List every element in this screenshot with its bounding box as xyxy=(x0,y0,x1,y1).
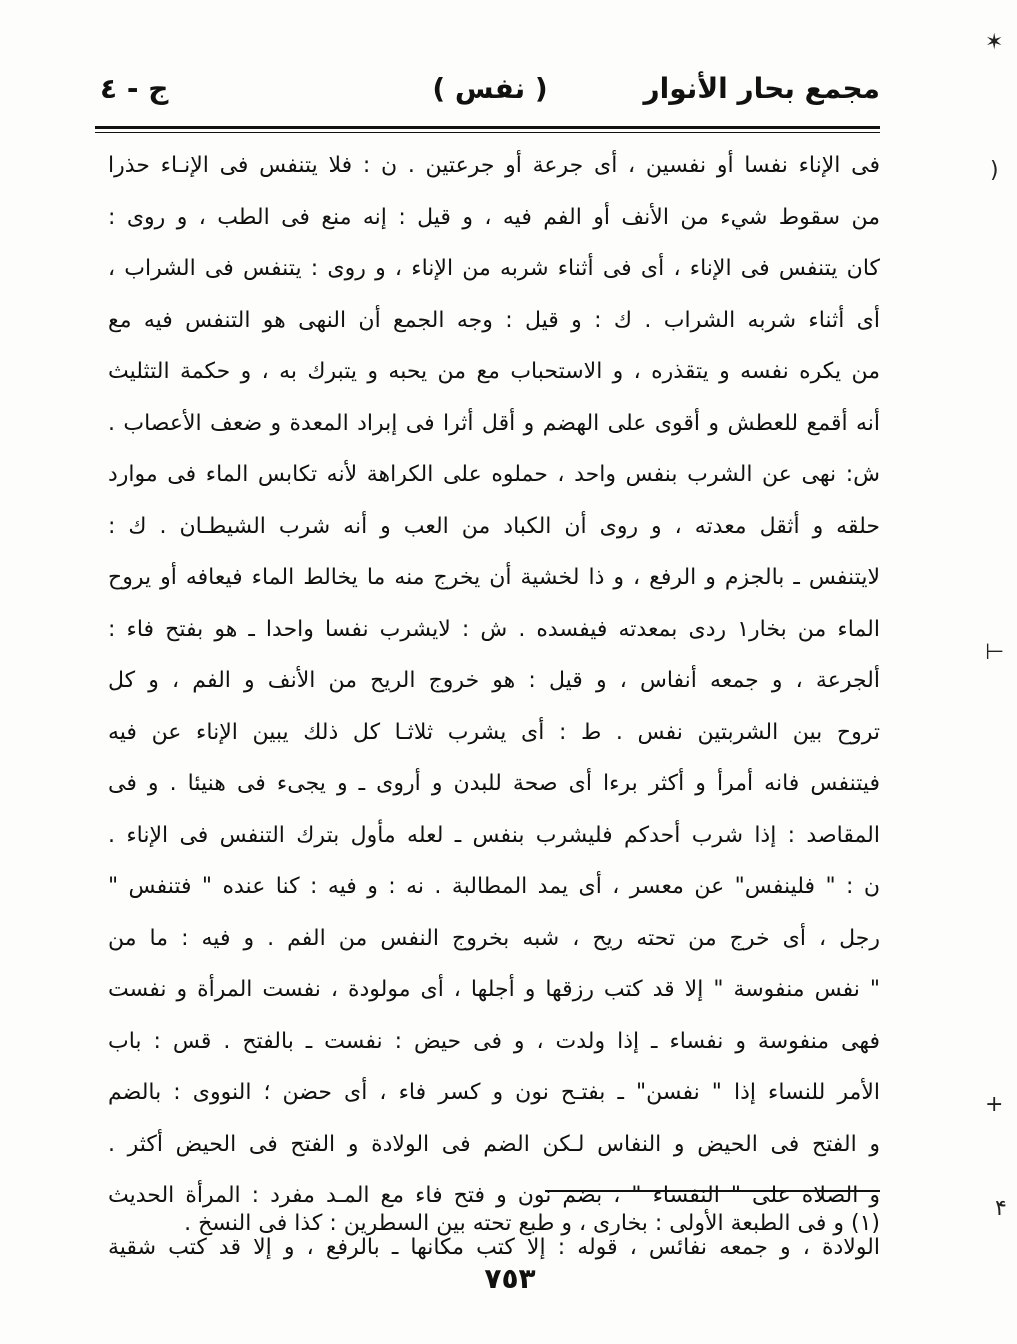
page-header xyxy=(100,72,880,122)
text-line: رجل ، أى خرج من تحته ريح ، شبه بخروج النفس من الفم . و فيه : ما من xyxy=(108,925,880,951)
text-line: فى الإناء نفسا أو نفسين ، أى جرعة أو جرعتين . ن : فلا يتنفس فى الإنـاء حذرا xyxy=(108,153,880,178)
dash-mark-icon: ⊣ xyxy=(985,640,1005,665)
entry-heading: ( نفس ) xyxy=(432,72,548,105)
text-line: كان يتنفس فى الإناء ، أى فى أثناء شربه من الإناء ، و روى : يتنفس فى الشراب ، xyxy=(108,256,880,281)
text-line: الماء من بخار١ ردى بمعدته فيفسده . ش : لايشرب نفسا واحدا ـ هو بفتح فاء : xyxy=(108,616,880,642)
page-number: ٧٥٣ xyxy=(484,1262,536,1295)
text-line: من يكره نفسه و يتقذره ، و الاستحباب مع من يحبه و يتبرك به ، و حكمة التثليث xyxy=(108,359,880,384)
text-line: " نفس منفوسة " إلا قد كتب رزقها و أجلها ، أى مولودة ، نفست المرأة و نفست xyxy=(108,977,880,1002)
header-rule xyxy=(95,126,880,129)
footnote-rule xyxy=(545,1190,880,1192)
cross-mark-icon: + xyxy=(985,1092,1004,1117)
text-line: الولادة ، و جمعه نفائس ، قوله : إلا كتب مكانها ـ بالرفع ، و إلا قد كتب شقية xyxy=(108,1234,880,1260)
text-line: تروح بين الشربتين نفس . ط : أى يشرب ثلاثـا كل ذلك يبين الإناء عن فيه xyxy=(108,719,880,745)
header-rule-thin xyxy=(95,132,880,133)
book-title: مجمع بحار الأنوار xyxy=(643,72,880,105)
text-line: الأمر للنساء إذا " نفسن" ـ بفتـح نون و كسر فاء ، أى حضن ؛ النووى : بالضم xyxy=(108,1080,880,1105)
paren-mark-icon: ( xyxy=(990,158,999,183)
text-line: من سقوط شيء من الأنف أو الفم فيه ، و قيل : إنه منع فى الطب ، و روى : xyxy=(108,204,880,230)
f-mark-icon: ۴ xyxy=(995,1196,1007,1221)
text-line: أنه أقمع للعطش و أقوى على الهضم و أقل أثرا فى إبراد المعدة و ضعف الأعصاب . xyxy=(108,410,880,436)
text-line: ش: نهى عن الشرب بنفس واحد ، حملوه على الكراهة لأنه تكابس الماء فى موارد xyxy=(108,462,880,487)
star-mark-icon: ✶ xyxy=(985,30,1004,55)
text-line: فيتنفس فانه أمرأ و أكثر برءا أى صحة للبدن و أروى ـ و يجىء فى هنيئا . و فى xyxy=(108,771,880,796)
text-line: فهى منفوسة و نفساء ـ إذا ولدت ، و فى حيض : نفست ـ بالفتح . قس : باب xyxy=(108,1028,880,1054)
text-line: ألجرعة ، و جمعه أنفاس ، و قيل : هو خروج الريح من الأنف و الفم ، و كل xyxy=(108,668,880,693)
text-line: ن : " فلينفس" عن معسر ، أى يمد المطالبة . نه : و فيه : كنا عنده " فتنفس " xyxy=(108,874,880,899)
footnote: (١) و فى الطبعة الأولى : بخارى ، و طبع تحته بين السطرين : كذا فى النسخ . xyxy=(184,1211,880,1236)
volume-label: ج - ٤ xyxy=(100,72,169,105)
text-line: و الفتح فى الحيض و النفاس لـكن الضم فى الولادة و الفتح فى الحيض أكثر . xyxy=(108,1131,880,1157)
text-line: حلقه و أثقل معدته ، و روى أن الكباد من العب و أنه شرب الشيطـان . ك : xyxy=(108,513,880,539)
text-line: و الصلاة على " النفساء " ، بضم نون و فتح فاء مع المـد مفرد : المرأة الحديث xyxy=(108,1183,880,1208)
text-line: لايتنفس ـ بالجزم و الرفع ، و ذا لخشية أن يخرج منه ما يخالط الماء فيعافه أو يروح xyxy=(108,565,880,590)
main-text xyxy=(108,140,880,1273)
text-line: أى أثناء شربه الشراب . ك : و قيل : وجه الجمع أن النهى هو التنفس فيه مع xyxy=(108,307,880,333)
text-line: المقاصد : إذا شرب أحدكم فليشرب بنفس ـ لعله مأول بترك التنفس فى الإناء . xyxy=(108,822,880,848)
